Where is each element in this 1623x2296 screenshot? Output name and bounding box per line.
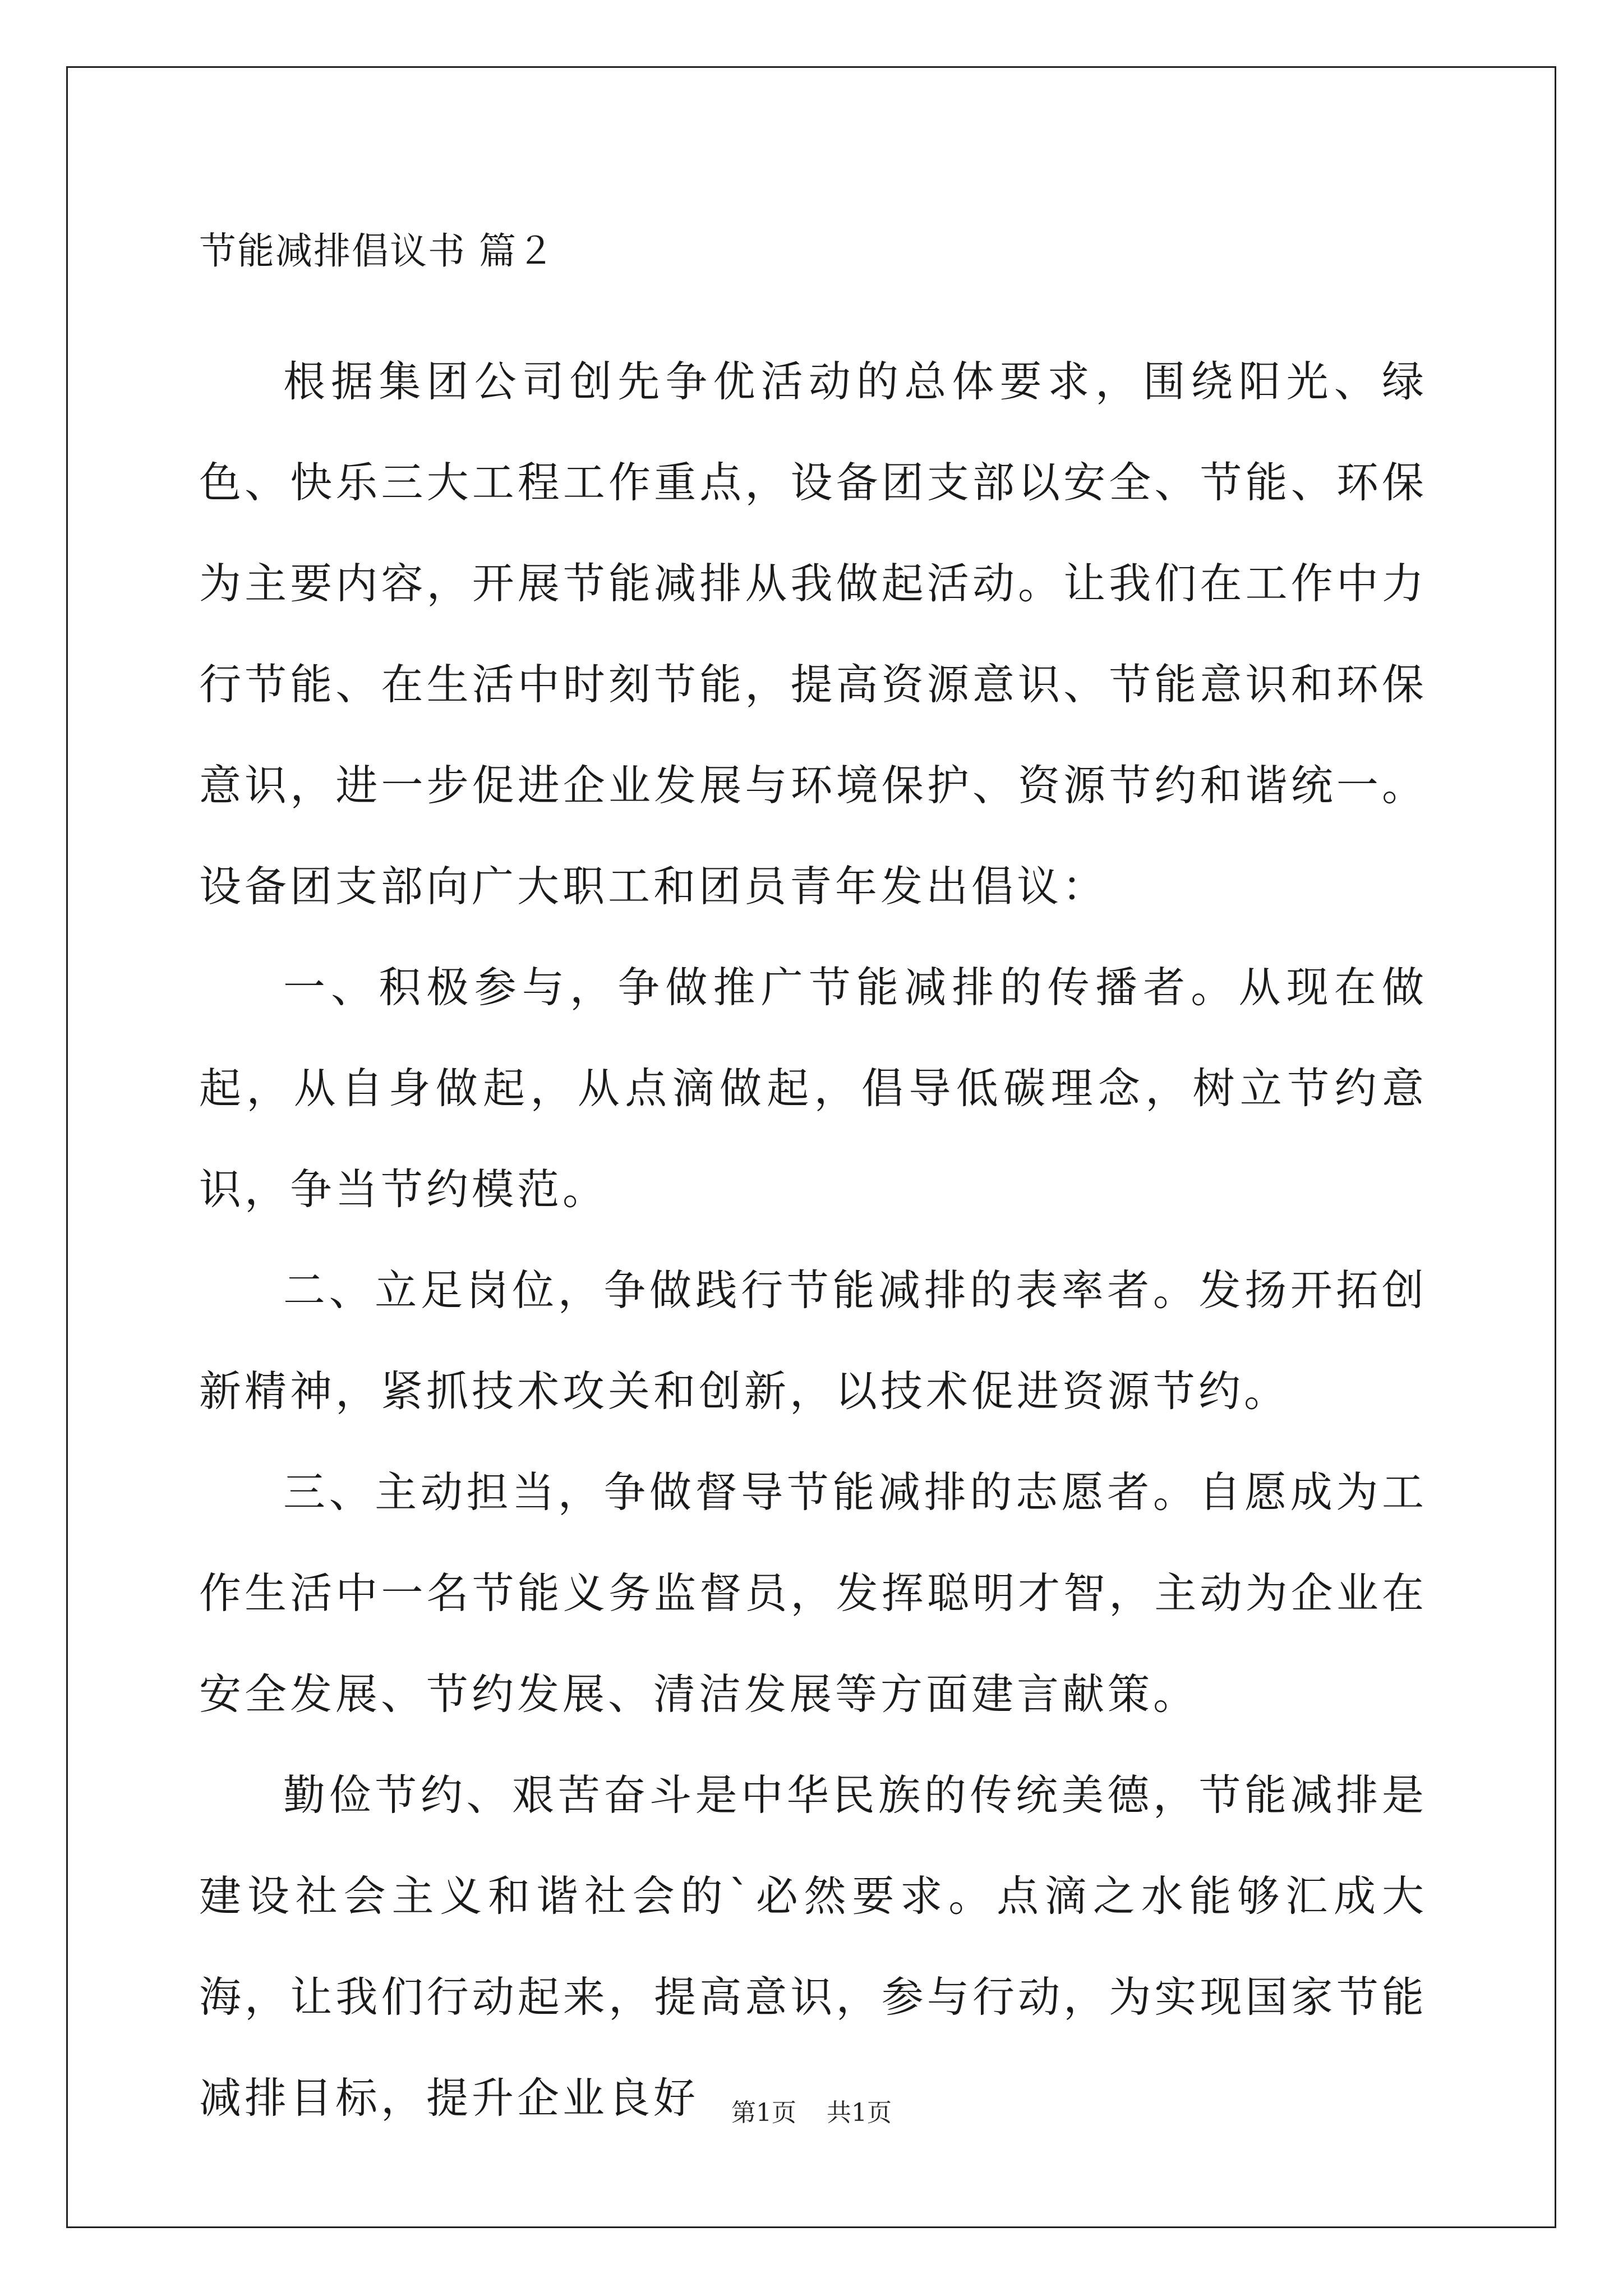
- paragraph-item-2: 二、立足岗位，争做践行节能减排的表率者。发扬开拓创新精神，紧抓技术攻关和创新，以技术促进资源节约。: [199, 1266, 1427, 1416]
- paragraph-intro: 根据集团公司创先争优活动的总体要求，围绕阳光、绿色、快乐三大工程工作重点，设备团支部以安全、节能、环保为主要内容，开展节能减排从我做起活动。让我们在工作中力行节能、在生活中时刻节能，提高资源意识、节能意识和环保意识，进一步促进企业发展与环境保护、资源节约和谐统一。设备团支部向广大职工和团员青年发出倡议：: [199, 357, 1427, 911]
- page-total: 共1页: [827, 2099, 892, 2127]
- document-title: 节能减排倡议书 篇２: [199, 229, 555, 273]
- page-footer: [0, 2096, 1623, 2130]
- paragraph-closing: 勤俭节约、艰苦奋斗是中华民族的传统美德，节能减排是建设社会主义和谐社会的`必然要求。点滴之水能够汇成大海，让我们行动起来，提高意识，参与行动，为实现国家节能减排目标，提升企业良好: [199, 1770, 1427, 2123]
- page-number: 第1页: [731, 2099, 796, 2127]
- paragraph-item-3: 三、主动担当，争做督导节能减排的志愿者。自愿成为工作生活中一名节能义务监督员，发挥聪明才智，主动为企业在安全发展、节约发展、清洁发展等方面建言献策。: [199, 1467, 1427, 1719]
- paragraph-item-1: 一、积极参与，争做推广节能减排的传播者。从现在做起，从自身做起，从点滴做起，倡导低碳理念，树立节约意识，争当节约模范。: [199, 963, 1427, 1214]
- document-body: [199, 331, 1427, 2148]
